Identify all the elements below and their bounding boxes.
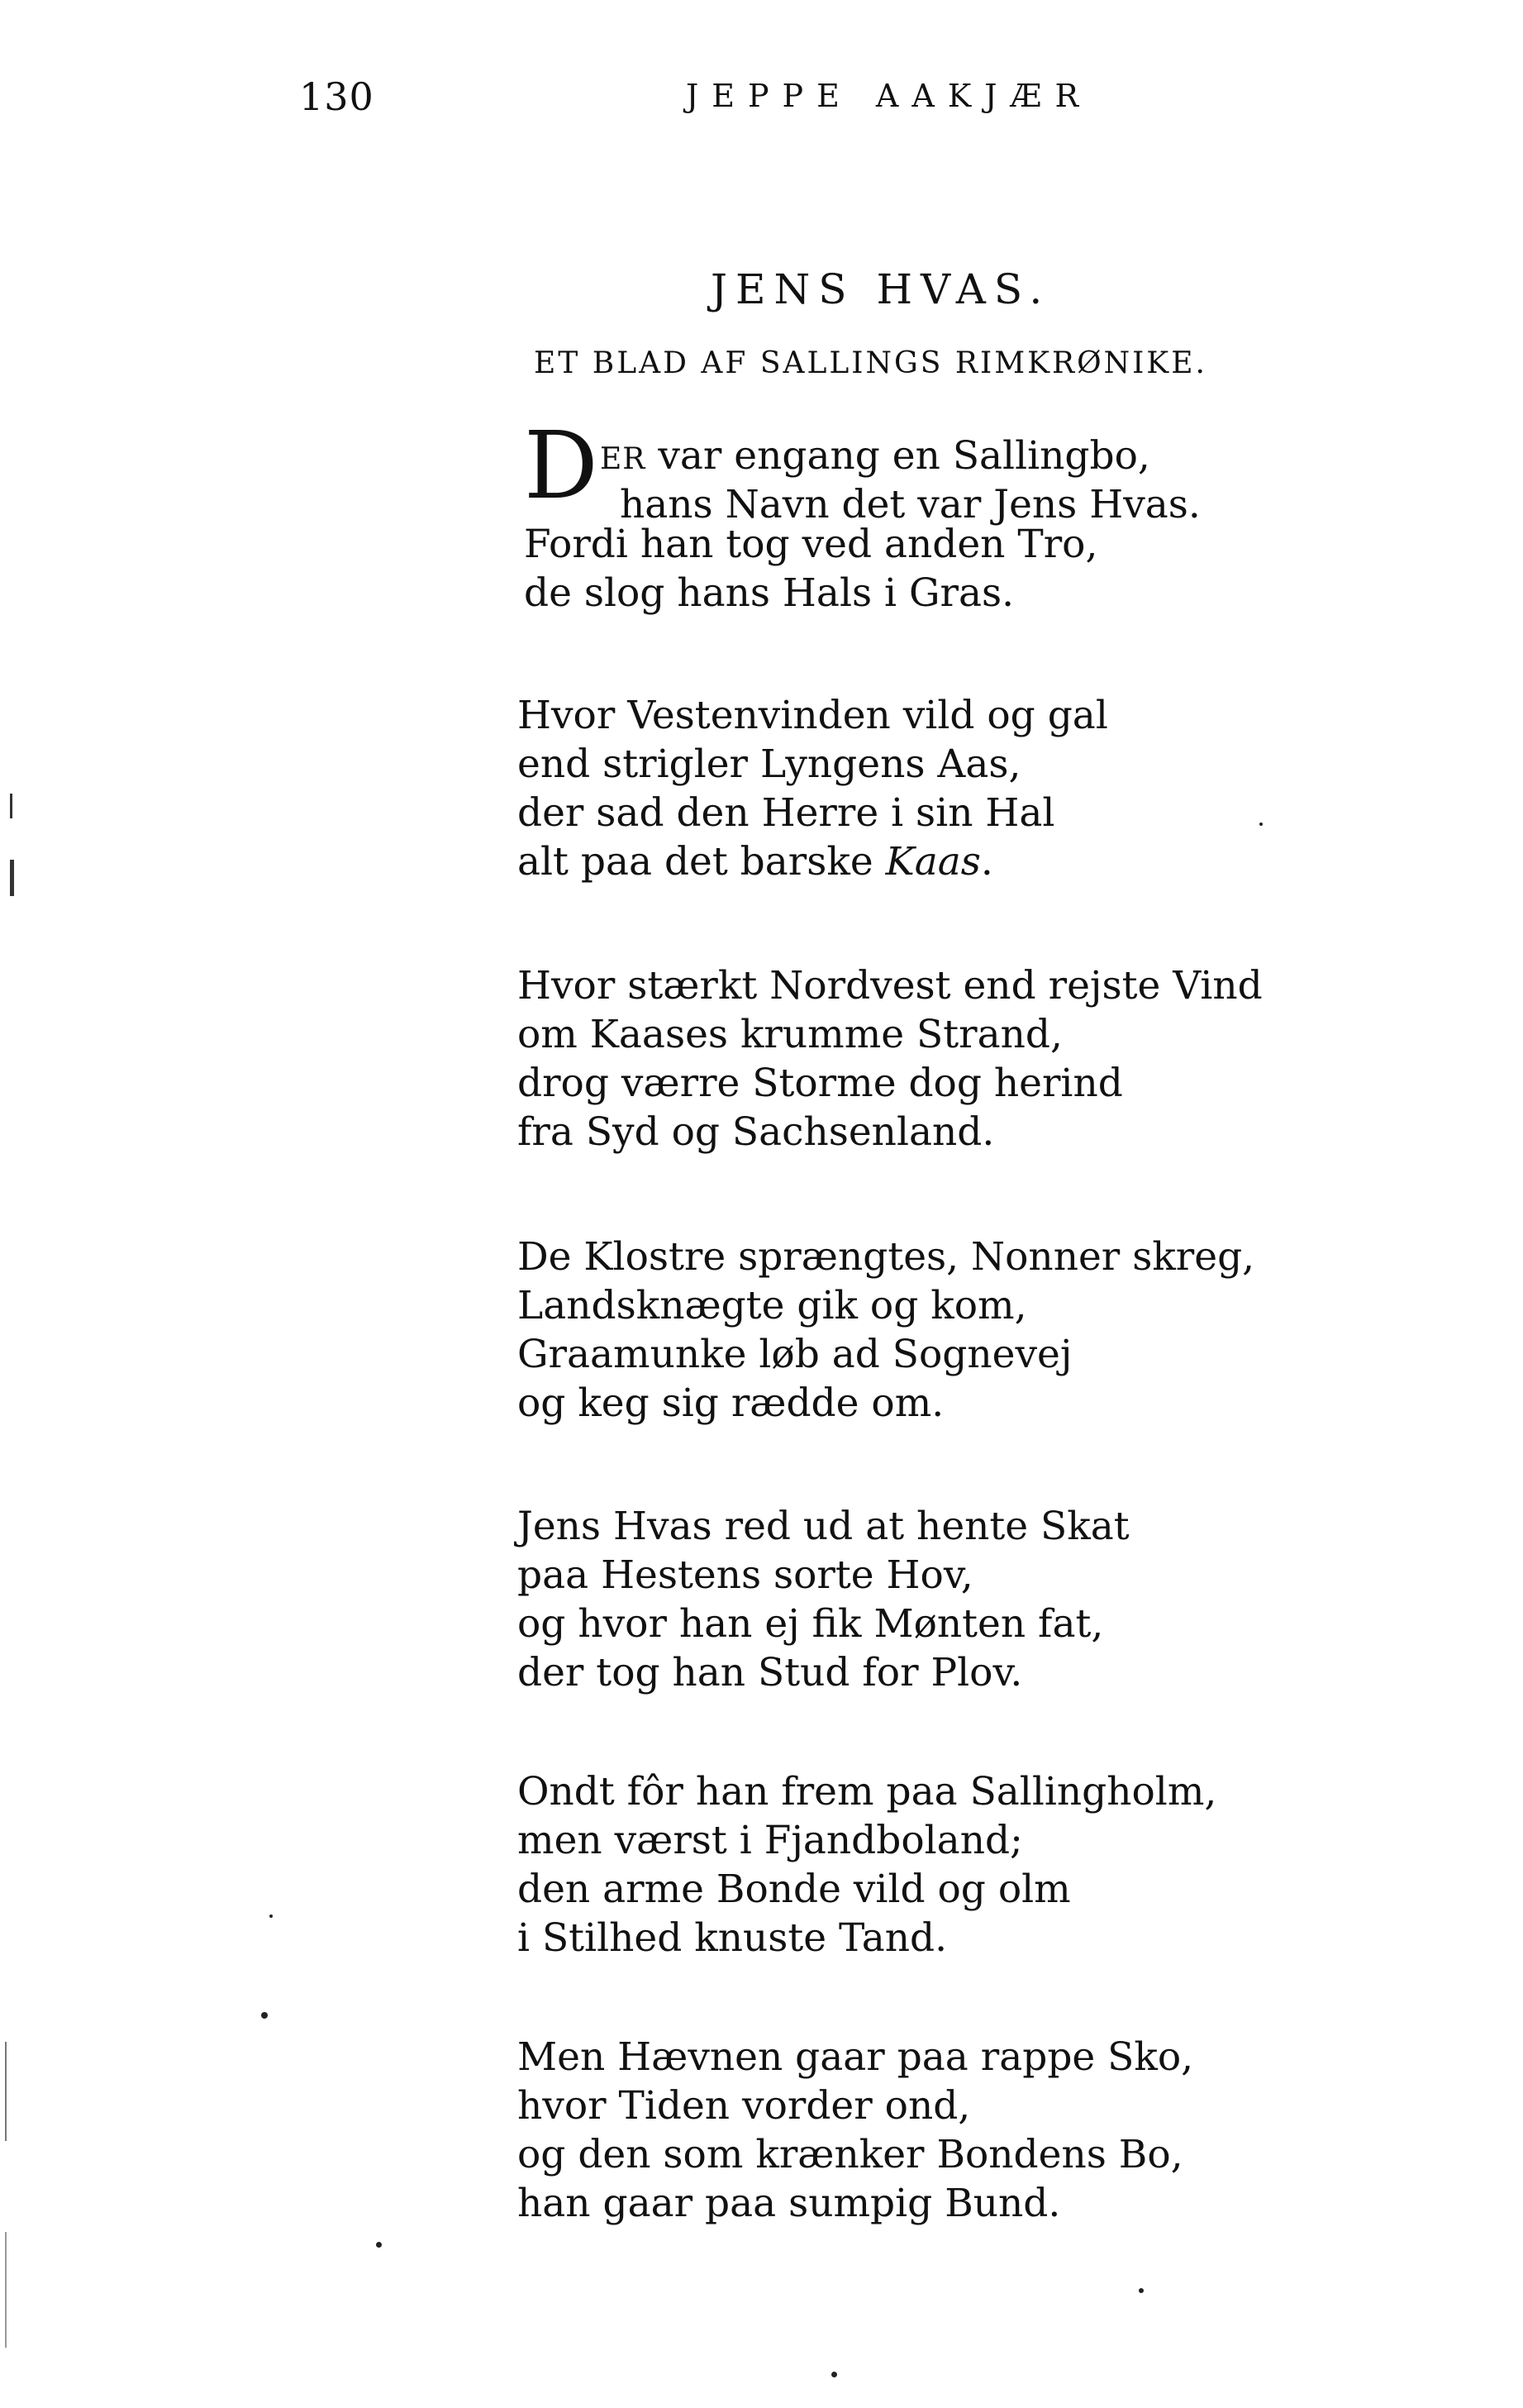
ink-speck bbox=[261, 2012, 268, 2019]
poem-line bbox=[600, 432, 1150, 484]
poem-line: om Kaases krumme Strand, bbox=[517, 1012, 1063, 1057]
poem-line: og keg sig rædde om. bbox=[517, 1380, 945, 1426]
stanza bbox=[517, 1233, 1254, 1428]
ink-speck bbox=[376, 2242, 382, 2248]
stanza bbox=[517, 1502, 1130, 1697]
poem-line: de slog hans Hals i Gras. bbox=[524, 570, 1015, 616]
poem-line bbox=[517, 837, 1108, 886]
line-punctuation: . bbox=[980, 839, 993, 885]
poem-line: Hvor Vestenvinden vild og gal bbox=[517, 693, 1108, 738]
drop-cap: D bbox=[524, 412, 598, 520]
small-caps-text: ER bbox=[600, 442, 646, 476]
stanza bbox=[517, 2033, 1193, 2228]
ink-speck bbox=[831, 2372, 837, 2377]
poem-line: paa Hestens sorte Hov, bbox=[517, 1552, 973, 1598]
poem-title: JENS HVAS. bbox=[711, 265, 1051, 313]
poem-line: Jens Hvas red ud at hente Skat bbox=[517, 1504, 1130, 1549]
poem-line: drog værre Storme dog herind bbox=[517, 1061, 1123, 1106]
poem-line: Graamunke løb ad Sognevej bbox=[517, 1332, 1073, 1377]
scan-mark bbox=[5, 2042, 7, 2141]
poem-line: Hvor stærkt Nordvest end rejste Vind bbox=[517, 963, 1263, 1008]
scan-mark bbox=[10, 860, 14, 896]
stanza bbox=[517, 691, 1108, 886]
poem-line: i Stilhed knuste Tand. bbox=[517, 1915, 948, 1961]
scan-mark bbox=[10, 794, 12, 818]
poem-line: der sad den Herre i sin Hal bbox=[517, 790, 1055, 836]
poem-line: og den som krænker Bondens Bo, bbox=[517, 2132, 1183, 2177]
ink-speck bbox=[269, 1914, 273, 1918]
poem-line: den arme Bonde vild og olm bbox=[517, 1867, 1071, 1912]
poem-line: Fordi han tog ved anden Tro, bbox=[524, 522, 1098, 567]
poem-subtitle: ET BLAD AF SALLINGS RIMKRØNIKE. bbox=[534, 346, 1207, 380]
poem-line: hans Navn det var Jens Hvas. bbox=[620, 482, 1201, 527]
italic-word: Kaas bbox=[885, 839, 981, 885]
poem-line: og hvor han ej fik Mønten fat, bbox=[517, 1601, 1104, 1647]
ink-speck bbox=[1259, 823, 1263, 826]
poem-line: Landsknægte gik og kom, bbox=[517, 1283, 1027, 1328]
poem-line: Men Hævnen gaar paa rappe Sko, bbox=[517, 2034, 1194, 2080]
poem-line: De Klostre sprængtes, Nonner skreg, bbox=[517, 1234, 1255, 1280]
ink-speck bbox=[1139, 2288, 1144, 2293]
poem-line: han gaar paa sumpig Bund. bbox=[517, 2181, 1061, 2226]
poem-line: der tog han Stud for Plov. bbox=[517, 1650, 1023, 1695]
page-number: 130 bbox=[299, 74, 374, 119]
poem-line: men værst i Fjandboland; bbox=[517, 1818, 1023, 1863]
line-text: alt paa det barske bbox=[517, 839, 886, 885]
stanza bbox=[517, 1767, 1216, 1962]
poem-line: end strigler Lyngens Aas, bbox=[517, 741, 1021, 787]
first-stanza-rest bbox=[524, 520, 1097, 617]
poem-line: fra Syd og Sachsenland. bbox=[517, 1109, 995, 1155]
poem-line: hvor Tiden vorder ond, bbox=[517, 2083, 971, 2129]
stanza bbox=[517, 961, 1263, 1156]
poem-line: Ondt fôr han frem paa Sallingholm, bbox=[517, 1769, 1217, 1814]
running-head: JEPPE AAKJÆR bbox=[686, 78, 1092, 114]
scan-mark bbox=[5, 2232, 7, 2348]
line-text: var engang en Sallingbo, bbox=[645, 433, 1150, 479]
